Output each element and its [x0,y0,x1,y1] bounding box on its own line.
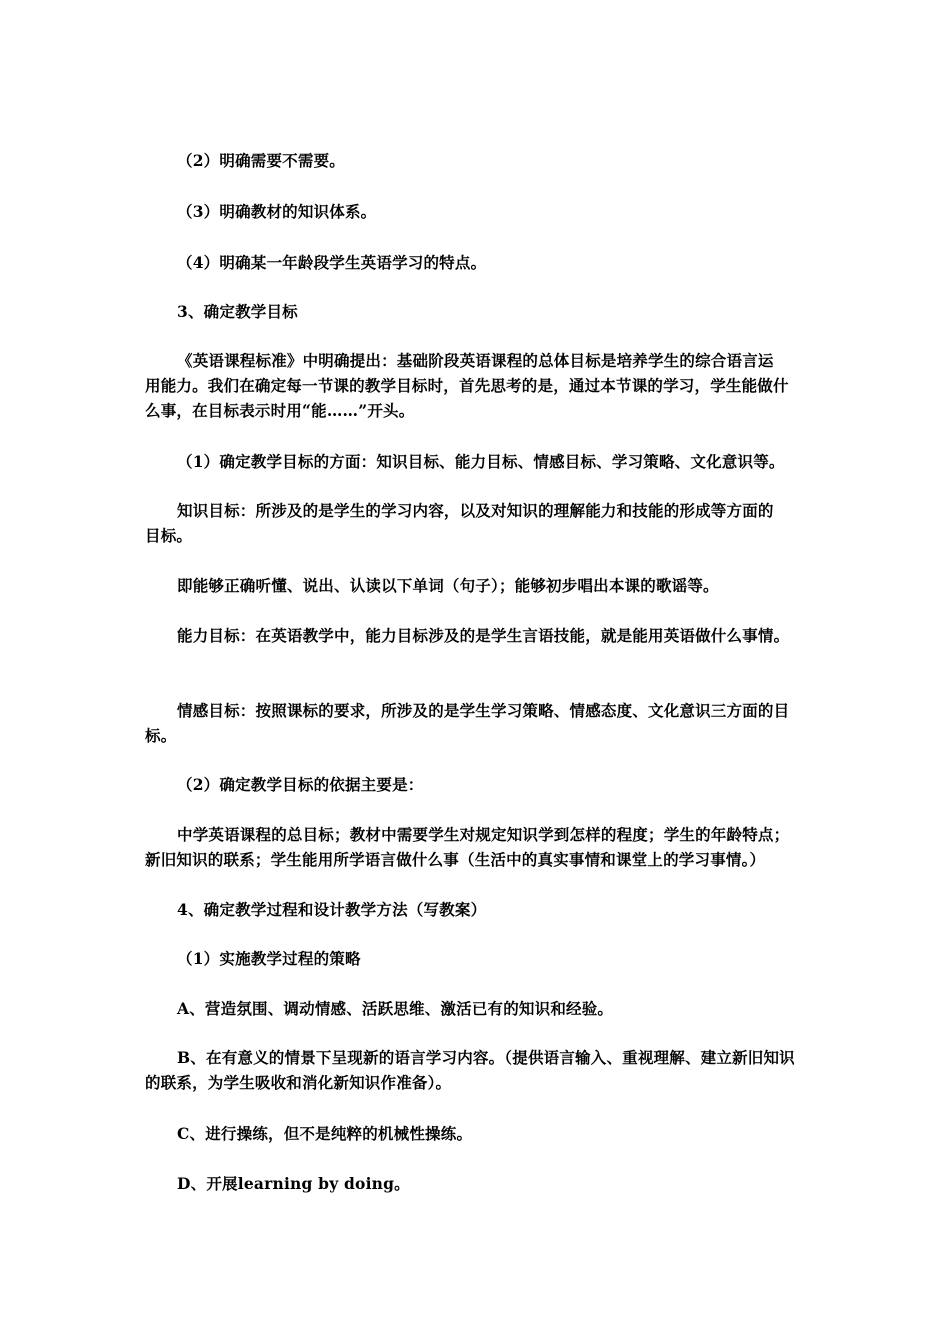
paragraph-line: 中学英语课程的总目标；教材中需要学生对规定知识学到怎样的程度；学生的年龄特点； [177,825,790,844]
paragraph-basis-details [145,822,810,872]
paragraph-objective-aspects [145,449,810,474]
paragraph-line: 能力目标：在英语教学中，能力目标涉及的是学生言语技能，就是能用英语做什么事情。 [177,626,790,645]
paragraph-emotion-objective [145,698,810,748]
paragraph-line: 么事，在目标表示时用“能……”开头。 [145,401,415,420]
paragraph-strategy-d [145,1171,810,1196]
paragraph-objective-basis [145,772,810,797]
section-heading-4 [145,897,810,922]
paragraph-knowledge-example [145,573,810,598]
paragraph-requirement-item-3 [145,199,810,224]
paragraph-line: 情感目标：按照课标的要求，所涉及的是学生学习策略、情感态度、文化意识三方面的目 [177,701,790,720]
paragraph-line: （3）明确教材的知识体系。 [177,202,377,221]
paragraph-requirement-item-2 [145,148,810,173]
paragraph-strategy-b [145,1045,810,1095]
paragraph-line: （1）实施教学过程的策略 [177,949,361,968]
section-heading-3 [145,299,810,324]
paragraph-line: A、营造氛围、调动情感、活跃思维、激活已有的知识和经验。 [177,999,614,1018]
paragraph-line: D、开展learning by doing。 [177,1174,410,1193]
heading-text: 4、确定教学过程和设计教学方法（写教案） [177,900,487,919]
paragraph-line: 目标。 [145,526,193,545]
paragraph-line: B、在有意义的情景下呈现新的语言学习内容。（提供语言输入、重视理解、建立新旧知识 [177,1048,795,1067]
paragraph-line: C、进行操练，但不是纯粹的机械性操练。 [177,1124,473,1143]
paragraph-line: （2）确定教学目标的依据主要是： [177,775,424,794]
paragraph-line: 《英语课程标准》中明确提出：基础阶段英语课程的总体目标是培养学生的综合语言运 [177,351,774,370]
paragraph-line: 即能够正确听懂、说出、认读以下单词（句子）；能够初步唱出本课的歌谣等。 [177,576,719,595]
paragraph-line: 标。 [145,726,177,745]
paragraph-line: （4）明确某一年龄段学生英语学习的特点。 [177,253,487,272]
paragraph-curriculum-standard [145,348,810,423]
paragraph-line: 用能力。我们在确定每一节课的教学目标时，首先思考的是，通过本节课的学习，学生能做什 [145,376,789,395]
paragraph-line: 知识目标：所涉及的是学生的学习内容，以及对知识的理解能力和技能的形成等方面的 [177,501,774,520]
paragraph-line: 的联系，为学生吸收和消化新知识作准备）。 [145,1073,452,1092]
heading-text: 3、确定教学目标 [177,302,298,321]
paragraph-strategy-c [145,1121,810,1146]
paragraph-strategy-a [145,996,810,1021]
paragraph-line: （2）明确需要不需要。 [177,151,345,170]
paragraph-requirement-item-4 [145,250,810,275]
paragraph-process-strategy [145,946,810,971]
paragraph-line: 新旧知识的联系；学生能用所学语言做什么事（生活中的真实事情和课堂上的学习事情。） [145,850,766,869]
paragraph-knowledge-objective [145,498,810,548]
paragraph-ability-objective [145,623,810,648]
paragraph-line: （1）确定教学目标的方面：知识目标、能力目标、情感目标、学习策略、文化意识等。 [177,452,785,471]
